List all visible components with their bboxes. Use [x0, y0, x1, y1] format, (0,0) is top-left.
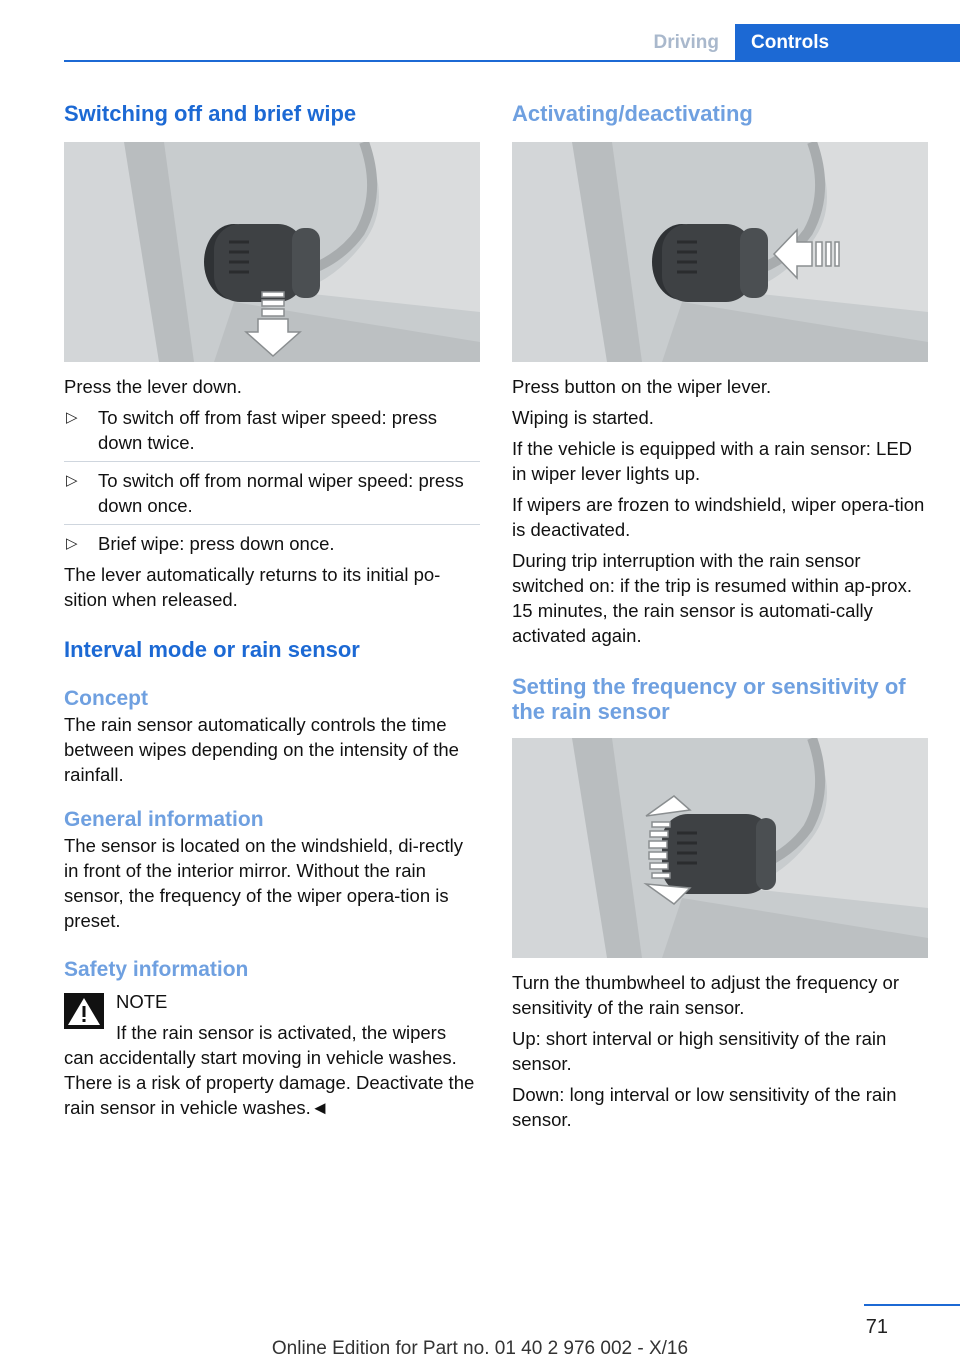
right-column — [512, 100, 928, 1132]
lever-button-illustration — [512, 142, 928, 362]
para-down: Down: long interval or low sensitivity of the rain sensor. — [512, 1084, 897, 1130]
heading-concept: Concept — [64, 687, 148, 710]
bullet-triangle-icon: ▷ — [66, 409, 78, 426]
list-item: ▷ To switch off from normal wiper speed: press down once. — [64, 461, 480, 524]
para-turn-thumbwheel: Turn the thumbwheel to adjust the frequency or sensitivity of the rain sensor. — [512, 972, 900, 1018]
list-item: ▷ To switch off from fast wiper speed: press down twice. — [66, 407, 437, 453]
para-trip-interruption: During trip interruption with the rain sensor switched on: if the trip is resumed within ap‐prox. 15 minutes, the rain sensor is automati‐cally activated again. — [512, 550, 912, 646]
note-text: can accidentally start moving in vehicle washes. There is a risk of property damage. Deactivate the rain sensor in vehicle washes.◄ — [64, 1047, 475, 1118]
header-rule — [64, 60, 960, 62]
note-title: NOTE — [116, 991, 168, 1012]
lever-down-illustration — [64, 142, 480, 362]
bullet-list-switch-off — [64, 405, 480, 562]
para-press-lever-down: Press the lever down. — [64, 376, 242, 397]
bullet-triangle-icon: ▷ — [66, 472, 78, 489]
safety-note — [64, 989, 480, 1045]
page-header — [0, 24, 960, 62]
heading-interval-mode: Interval mode or rain sensor — [64, 637, 360, 662]
figure-thumbwheel — [512, 738, 928, 958]
para-concept: The rain sensor automatically controls the time between wipes depending on the intensity of the rainfall. — [64, 714, 459, 785]
section-tab-controls: Controls — [735, 24, 960, 62]
para-wiping-started: Wiping is started. — [512, 407, 654, 428]
note-first-line: If the rain sensor is activated, the wipers — [116, 1022, 447, 1043]
heading-general-information: General information — [64, 808, 264, 831]
figure-lever-press-button — [512, 142, 928, 362]
heading-setting-frequency: Setting the frequency or sensitivity of the rain sensor — [512, 674, 906, 724]
bullet-triangle-icon: ▷ — [66, 535, 78, 552]
para-lever-returns: The lever automatically returns to its initial po‐sition when released. — [64, 564, 441, 610]
para-general-information: The sensor is located on the windshield, di‐rectly in front of the interior mirror. Without the rain sensor, the frequency of the wiper opera‐tion is preset. — [64, 835, 463, 931]
page-number: 71 — [865, 1316, 888, 1338]
footer-edition: Online Edition for Part no. 01 40 2 976 002 - X/16 — [271, 1338, 689, 1359]
para-frozen: If wipers are frozen to windshield, wiper opera‐tion is deactivated. — [512, 494, 925, 540]
warning-triangle-icon — [64, 993, 104, 1029]
para-press-button: Press button on the wiper lever. — [512, 376, 772, 397]
section-tab-driving: Driving — [653, 32, 719, 53]
list-item: ▷ Brief wipe: press down once. — [64, 524, 480, 562]
left-column — [64, 100, 480, 1120]
para-up: Up: short interval or high sensitivity of the rain sensor. — [512, 1028, 887, 1074]
heading-switching-off: Switching off and brief wipe — [64, 101, 357, 126]
para-led: If the vehicle is equipped with a rain sensor: LED in wiper lever lights up. — [512, 438, 913, 484]
figure-lever-press-down — [64, 142, 480, 362]
footer-rule — [864, 1304, 960, 1306]
heading-safety-information: Safety information — [64, 958, 249, 981]
heading-activating: Activating/deactivating — [512, 101, 753, 126]
thumbwheel-illustration — [512, 738, 928, 958]
